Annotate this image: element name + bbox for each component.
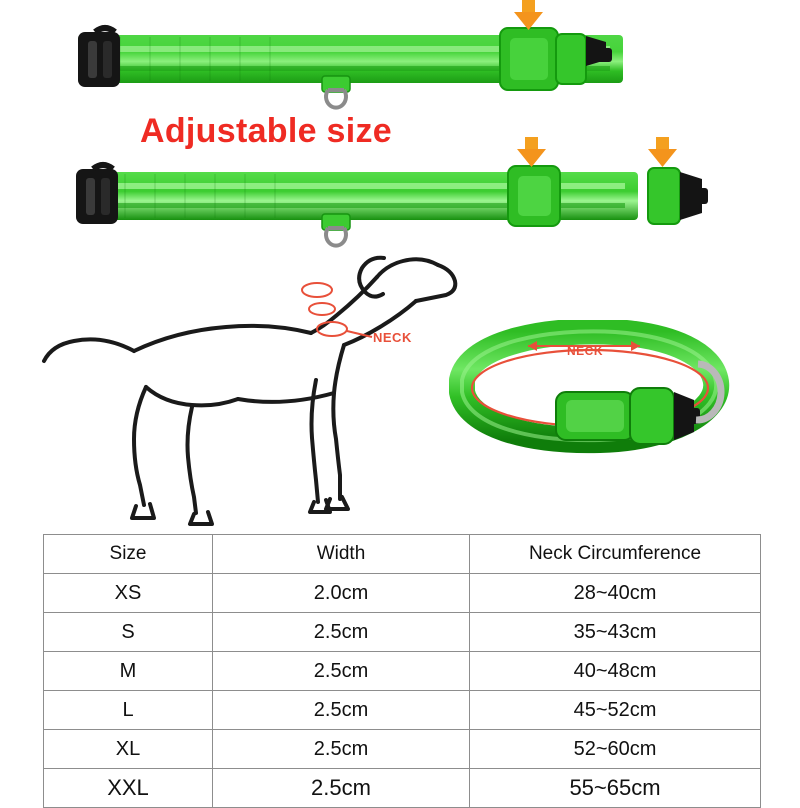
table-row: [44, 769, 761, 808]
arrow-down-icon-1: [514, 0, 543, 30]
table-row: [44, 574, 761, 613]
collar-bottom-buckle-female: [508, 166, 560, 226]
cell-neck: 52~60cm: [470, 730, 761, 769]
neck-label-dog: NECK: [373, 330, 412, 345]
cell-neck: 55~65cm: [470, 769, 761, 808]
cell-width: 2.5cm: [213, 613, 470, 652]
table-header-neck: Neck Circumference: [470, 535, 761, 574]
dog-neck-measure-lines: [280, 275, 410, 365]
table-row: [44, 730, 761, 769]
table-header-width: Width: [213, 535, 470, 574]
cell-width: 2.5cm: [213, 730, 470, 769]
cell-size: M: [44, 652, 213, 691]
arrow-down-icon-2: [517, 137, 546, 167]
cell-neck: 40~48cm: [470, 652, 761, 691]
page-title: Adjustable size: [140, 112, 393, 150]
cell-neck: 28~40cm: [470, 574, 761, 613]
table-row: [44, 652, 761, 691]
arrow-down-icon-3: [648, 137, 677, 167]
cell-size: XXL: [44, 769, 213, 808]
collar-diagram-svg: [0, 0, 800, 250]
cell-size: XL: [44, 730, 213, 769]
collar-top-slider: [78, 28, 120, 87]
table-header-size: Size: [44, 535, 213, 574]
size-table: [43, 534, 761, 808]
table-row: [44, 613, 761, 652]
cell-size: L: [44, 691, 213, 730]
cell-size: XS: [44, 574, 213, 613]
collar-top-d-ring: [322, 76, 350, 108]
cell-width: 2.5cm: [213, 652, 470, 691]
collar-bottom-slider: [76, 165, 118, 224]
cell-width: 2.0cm: [213, 574, 470, 613]
neck-label-collar: NECK: [567, 344, 604, 358]
cell-width: 2.5cm: [213, 691, 470, 730]
collar-top: [78, 0, 623, 108]
collar-bottom-buckle-male: [648, 168, 708, 224]
collar-illustration-area: [0, 0, 800, 250]
cell-neck: 45~52cm: [470, 691, 761, 730]
cell-size: S: [44, 613, 213, 652]
table-row: [44, 691, 761, 730]
cell-width: 2.5cm: [213, 769, 470, 808]
collar-photo-buckle: [556, 388, 700, 444]
table-header-row: [44, 535, 761, 574]
cell-neck: 35~43cm: [470, 613, 761, 652]
